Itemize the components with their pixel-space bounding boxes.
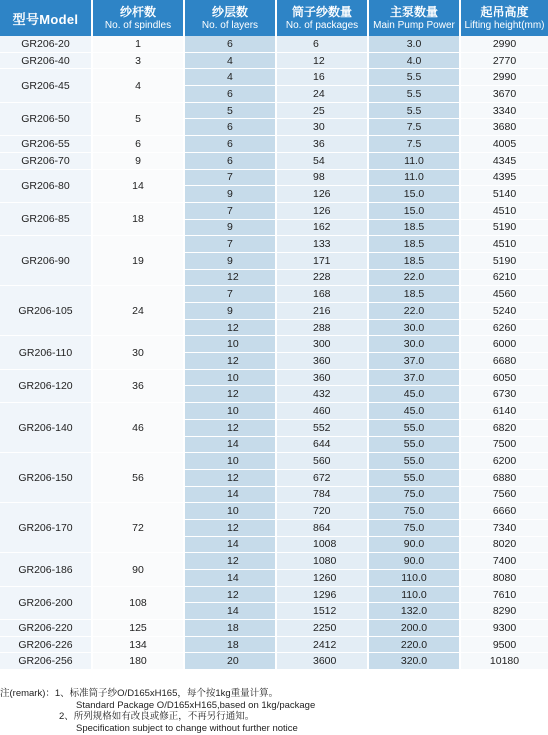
layers-cell: 12 bbox=[184, 319, 276, 336]
layers-cell: 12 bbox=[184, 469, 276, 486]
packages-cell: 300 bbox=[276, 336, 368, 353]
pump-power-cell: 30.0 bbox=[368, 319, 460, 336]
table-row bbox=[0, 586, 548, 603]
pump-power-cell: 18.5 bbox=[368, 252, 460, 269]
lifting-height-cell: 2770 bbox=[460, 52, 548, 69]
lifting-height-cell: 6210 bbox=[460, 269, 548, 286]
layers-cell: 10 bbox=[184, 503, 276, 520]
packages-cell: 133 bbox=[276, 236, 368, 253]
packages-cell: 162 bbox=[276, 219, 368, 236]
lifting-height-cell: 7340 bbox=[460, 519, 548, 536]
layers-cell: 18 bbox=[184, 620, 276, 637]
spindles-cell: 56 bbox=[92, 453, 184, 503]
header-layers bbox=[184, 0, 276, 36]
lifting-height-cell: 4510 bbox=[460, 202, 548, 219]
lifting-height-cell: 4560 bbox=[460, 286, 548, 303]
packages-cell: 1296 bbox=[276, 586, 368, 603]
model-cell: GR206-50 bbox=[0, 102, 92, 135]
layers-cell: 12 bbox=[184, 419, 276, 436]
lifting-height-cell: 8020 bbox=[460, 536, 548, 553]
table-row bbox=[0, 102, 548, 119]
model-cell: GR206-20 bbox=[0, 36, 92, 52]
packages-cell: 1080 bbox=[276, 553, 368, 570]
packages-cell: 560 bbox=[276, 453, 368, 470]
remark-line-3: 2、所列规格如有改良或修正，不再另行通知。 bbox=[59, 711, 255, 722]
pump-power-cell: 75.0 bbox=[368, 503, 460, 520]
pump-power-cell: 45.0 bbox=[368, 403, 460, 420]
header-layers-en: No. of layers bbox=[201, 19, 259, 31]
pump-power-cell: 4.0 bbox=[368, 52, 460, 69]
pump-power-cell: 15.0 bbox=[368, 186, 460, 203]
spindles-cell: 134 bbox=[92, 636, 184, 653]
pump-power-cell: 75.0 bbox=[368, 486, 460, 503]
lifting-height-cell: 4005 bbox=[460, 136, 548, 153]
lifting-height-cell: 7500 bbox=[460, 436, 548, 453]
lifting-height-cell: 7560 bbox=[460, 486, 548, 503]
table-row bbox=[0, 369, 548, 386]
lifting-height-cell: 6140 bbox=[460, 403, 548, 420]
packages-cell: 784 bbox=[276, 486, 368, 503]
layers-cell: 5 bbox=[184, 102, 276, 119]
pump-power-cell: 5.5 bbox=[368, 69, 460, 86]
layers-cell: 14 bbox=[184, 603, 276, 620]
model-cell: GR206-256 bbox=[0, 653, 92, 670]
pump-power-cell: 5.5 bbox=[368, 86, 460, 103]
packages-cell: 54 bbox=[276, 152, 368, 169]
layers-cell: 4 bbox=[184, 69, 276, 86]
layers-cell: 10 bbox=[184, 403, 276, 420]
layers-cell: 10 bbox=[184, 453, 276, 470]
header-pump-power-en: Main Pump Power bbox=[373, 19, 455, 31]
layers-cell: 12 bbox=[184, 553, 276, 570]
model-cell: GR206-120 bbox=[0, 369, 92, 402]
pump-power-cell: 132.0 bbox=[368, 603, 460, 620]
packages-cell: 228 bbox=[276, 269, 368, 286]
header-row bbox=[0, 0, 548, 36]
packages-cell: 6 bbox=[276, 36, 368, 52]
model-cell: GR206-90 bbox=[0, 236, 92, 286]
layers-cell: 7 bbox=[184, 286, 276, 303]
model-cell: GR206-186 bbox=[0, 553, 92, 586]
packages-cell: 126 bbox=[276, 202, 368, 219]
table-row bbox=[0, 553, 548, 570]
spindles-cell: 3 bbox=[92, 52, 184, 69]
pump-power-cell: 45.0 bbox=[368, 386, 460, 403]
model-cell: GR206-40 bbox=[0, 52, 92, 69]
packages-cell: 24 bbox=[276, 86, 368, 103]
packages-cell: 432 bbox=[276, 386, 368, 403]
model-cell: GR206-140 bbox=[0, 403, 92, 453]
table-row bbox=[0, 503, 548, 520]
header-spindles-zh: 纱杆数 bbox=[119, 4, 156, 19]
pump-power-cell: 5.5 bbox=[368, 102, 460, 119]
pump-power-cell: 22.0 bbox=[368, 303, 460, 320]
spindles-cell: 19 bbox=[92, 236, 184, 286]
layers-cell: 12 bbox=[184, 519, 276, 536]
table-row bbox=[0, 169, 548, 186]
layers-cell: 12 bbox=[184, 386, 276, 403]
pump-power-cell: 90.0 bbox=[368, 536, 460, 553]
model-cell: GR206-70 bbox=[0, 152, 92, 169]
lifting-height-cell: 10180 bbox=[460, 653, 548, 670]
pump-power-cell: 7.5 bbox=[368, 136, 460, 153]
model-cell: GR206-80 bbox=[0, 169, 92, 202]
packages-cell: 30 bbox=[276, 119, 368, 136]
model-cell: GR206-110 bbox=[0, 336, 92, 369]
pump-power-cell: 75.0 bbox=[368, 519, 460, 536]
lifting-height-cell: 6880 bbox=[460, 469, 548, 486]
header-pump-power bbox=[368, 0, 460, 36]
model-cell: GR206-226 bbox=[0, 636, 92, 653]
lifting-height-cell: 7400 bbox=[460, 553, 548, 570]
remarks bbox=[0, 688, 548, 734]
packages-cell: 168 bbox=[276, 286, 368, 303]
model-cell: GR206-105 bbox=[0, 286, 92, 336]
header-spindles bbox=[92, 0, 184, 36]
lifting-height-cell: 5140 bbox=[460, 186, 548, 203]
remark-line-1: 注(remark)：1、标准筒子纱O/D165xH165，每个按1kg重量计算。 bbox=[0, 688, 279, 699]
spindles-cell: 6 bbox=[92, 136, 184, 153]
spindles-cell: 1 bbox=[92, 36, 184, 52]
packages-cell: 644 bbox=[276, 436, 368, 453]
packages-cell: 720 bbox=[276, 503, 368, 520]
spec-table-body bbox=[0, 36, 548, 670]
layers-cell: 14 bbox=[184, 536, 276, 553]
layers-cell: 7 bbox=[184, 202, 276, 219]
packages-cell: 1260 bbox=[276, 570, 368, 587]
packages-cell: 171 bbox=[276, 252, 368, 269]
packages-cell: 460 bbox=[276, 403, 368, 420]
lifting-height-cell: 8290 bbox=[460, 603, 548, 620]
pump-power-cell: 110.0 bbox=[368, 570, 460, 587]
spindles-cell: 14 bbox=[92, 169, 184, 202]
header-spindles-en: No. of spindles bbox=[104, 19, 172, 31]
layers-cell: 14 bbox=[184, 570, 276, 587]
layers-cell: 7 bbox=[184, 169, 276, 186]
spindles-cell: 4 bbox=[92, 69, 184, 102]
pump-power-cell: 3.0 bbox=[368, 36, 460, 52]
packages-cell: 288 bbox=[276, 319, 368, 336]
lifting-height-cell: 8080 bbox=[460, 570, 548, 587]
pump-power-cell: 110.0 bbox=[368, 586, 460, 603]
packages-cell: 16 bbox=[276, 69, 368, 86]
header-packages-zh: 筒子纱数量 bbox=[291, 4, 352, 19]
pump-power-cell: 55.0 bbox=[368, 469, 460, 486]
table-row bbox=[0, 236, 548, 253]
header-pump-power-zh: 主泵数量 bbox=[389, 4, 438, 19]
pump-power-cell: 37.0 bbox=[368, 353, 460, 370]
model-cell: GR206-170 bbox=[0, 503, 92, 553]
pump-power-cell: 320.0 bbox=[368, 653, 460, 670]
remark-line-2: Standard Package O/D165xH165,based on 1kg/package bbox=[76, 699, 316, 711]
layers-cell: 9 bbox=[184, 186, 276, 203]
packages-cell: 25 bbox=[276, 102, 368, 119]
layers-cell: 10 bbox=[184, 369, 276, 386]
header-packages-en: No. of packages bbox=[285, 19, 359, 31]
lifting-height-cell: 6730 bbox=[460, 386, 548, 403]
pump-power-cell: 15.0 bbox=[368, 202, 460, 219]
spindles-cell: 9 bbox=[92, 152, 184, 169]
table-row bbox=[0, 403, 548, 420]
remark-line-4: Specification subject to change without further notice bbox=[76, 722, 298, 734]
header-packages bbox=[276, 0, 368, 36]
table-row bbox=[0, 52, 548, 69]
pump-power-cell: 11.0 bbox=[368, 169, 460, 186]
pump-power-cell: 55.0 bbox=[368, 453, 460, 470]
packages-cell: 2412 bbox=[276, 636, 368, 653]
spindles-cell: 46 bbox=[92, 403, 184, 453]
table-row bbox=[0, 69, 548, 86]
table-row bbox=[0, 653, 548, 670]
layers-cell: 7 bbox=[184, 236, 276, 253]
model-cell: GR206-200 bbox=[0, 586, 92, 619]
pump-power-cell: 30.0 bbox=[368, 336, 460, 353]
layers-cell: 6 bbox=[184, 136, 276, 153]
packages-cell: 864 bbox=[276, 519, 368, 536]
lifting-height-cell: 6680 bbox=[460, 353, 548, 370]
table-row bbox=[0, 286, 548, 303]
lifting-height-cell: 5190 bbox=[460, 252, 548, 269]
lifting-height-cell: 7610 bbox=[460, 586, 548, 603]
layers-cell: 9 bbox=[184, 303, 276, 320]
pump-power-cell: 200.0 bbox=[368, 620, 460, 637]
lifting-height-cell: 3680 bbox=[460, 119, 548, 136]
packages-cell: 36 bbox=[276, 136, 368, 153]
table-row bbox=[0, 152, 548, 169]
spindles-cell: 18 bbox=[92, 202, 184, 235]
lifting-height-cell: 4510 bbox=[460, 236, 548, 253]
layers-cell: 9 bbox=[184, 252, 276, 269]
header-layers-zh: 纱层数 bbox=[211, 4, 248, 19]
lifting-height-cell: 6260 bbox=[460, 319, 548, 336]
lifting-height-cell: 3670 bbox=[460, 86, 548, 103]
layers-cell: 9 bbox=[184, 219, 276, 236]
packages-cell: 1512 bbox=[276, 603, 368, 620]
layers-cell: 12 bbox=[184, 353, 276, 370]
pump-power-cell: 90.0 bbox=[368, 553, 460, 570]
packages-cell: 126 bbox=[276, 186, 368, 203]
pump-power-cell: 11.0 bbox=[368, 152, 460, 169]
packages-cell: 12 bbox=[276, 52, 368, 69]
table-row bbox=[0, 336, 548, 353]
spindles-cell: 30 bbox=[92, 336, 184, 369]
layers-cell: 6 bbox=[184, 36, 276, 52]
pump-power-cell: 7.5 bbox=[368, 119, 460, 136]
layers-cell: 6 bbox=[184, 152, 276, 169]
pump-power-cell: 55.0 bbox=[368, 419, 460, 436]
lifting-height-cell: 6050 bbox=[460, 369, 548, 386]
spindles-cell: 72 bbox=[92, 503, 184, 553]
lifting-height-cell: 6660 bbox=[460, 503, 548, 520]
packages-cell: 672 bbox=[276, 469, 368, 486]
spindles-cell: 108 bbox=[92, 586, 184, 619]
layers-cell: 6 bbox=[184, 119, 276, 136]
pump-power-cell: 220.0 bbox=[368, 636, 460, 653]
model-cell: GR206-45 bbox=[0, 69, 92, 102]
layers-cell: 20 bbox=[184, 653, 276, 670]
packages-cell: 360 bbox=[276, 369, 368, 386]
packages-cell: 216 bbox=[276, 303, 368, 320]
table-row bbox=[0, 136, 548, 153]
packages-cell: 552 bbox=[276, 419, 368, 436]
lifting-height-cell: 6200 bbox=[460, 453, 548, 470]
spindles-cell: 125 bbox=[92, 620, 184, 637]
packages-cell: 360 bbox=[276, 353, 368, 370]
model-cell: GR206-220 bbox=[0, 620, 92, 637]
layers-cell: 4 bbox=[184, 52, 276, 69]
spindles-cell: 5 bbox=[92, 102, 184, 135]
lifting-height-cell: 6000 bbox=[460, 336, 548, 353]
layers-cell: 14 bbox=[184, 436, 276, 453]
packages-cell: 1008 bbox=[276, 536, 368, 553]
pump-power-cell: 55.0 bbox=[368, 436, 460, 453]
table-row bbox=[0, 202, 548, 219]
table-row bbox=[0, 620, 548, 637]
layers-cell: 6 bbox=[184, 86, 276, 103]
spindles-cell: 180 bbox=[92, 653, 184, 670]
header-lifting-height bbox=[460, 0, 548, 36]
lifting-height-cell: 5190 bbox=[460, 219, 548, 236]
spindles-cell: 24 bbox=[92, 286, 184, 336]
packages-cell: 98 bbox=[276, 169, 368, 186]
packages-cell: 2250 bbox=[276, 620, 368, 637]
layers-cell: 12 bbox=[184, 269, 276, 286]
layers-cell: 10 bbox=[184, 336, 276, 353]
pump-power-cell: 22.0 bbox=[368, 269, 460, 286]
lifting-height-cell: 4395 bbox=[460, 169, 548, 186]
pump-power-cell: 18.5 bbox=[368, 286, 460, 303]
lifting-height-cell: 9500 bbox=[460, 636, 548, 653]
packages-cell: 3600 bbox=[276, 653, 368, 670]
layers-cell: 12 bbox=[184, 586, 276, 603]
model-cell: GR206-85 bbox=[0, 202, 92, 235]
lifting-height-cell: 2990 bbox=[460, 69, 548, 86]
table-row bbox=[0, 36, 548, 52]
spindles-cell: 36 bbox=[92, 369, 184, 402]
layers-cell: 18 bbox=[184, 636, 276, 653]
lifting-height-cell: 5240 bbox=[460, 303, 548, 320]
pump-power-cell: 18.5 bbox=[368, 236, 460, 253]
lifting-height-cell: 2990 bbox=[460, 36, 548, 52]
header-model: 型号Model bbox=[0, 0, 92, 36]
lifting-height-cell: 6820 bbox=[460, 419, 548, 436]
lifting-height-cell: 3340 bbox=[460, 102, 548, 119]
pump-power-cell: 18.5 bbox=[368, 219, 460, 236]
model-cell: GR206-150 bbox=[0, 453, 92, 503]
spindles-cell: 90 bbox=[92, 553, 184, 586]
table-row bbox=[0, 453, 548, 470]
header-lifting-height-en: Lifting height(mm) bbox=[464, 19, 545, 31]
layers-cell: 14 bbox=[184, 486, 276, 503]
header-lifting-height-zh: 起吊高度 bbox=[480, 4, 529, 19]
pump-power-cell: 37.0 bbox=[368, 369, 460, 386]
table-row bbox=[0, 636, 548, 653]
lifting-height-cell: 9300 bbox=[460, 620, 548, 637]
model-cell: GR206-55 bbox=[0, 136, 92, 153]
lifting-height-cell: 4345 bbox=[460, 152, 548, 169]
